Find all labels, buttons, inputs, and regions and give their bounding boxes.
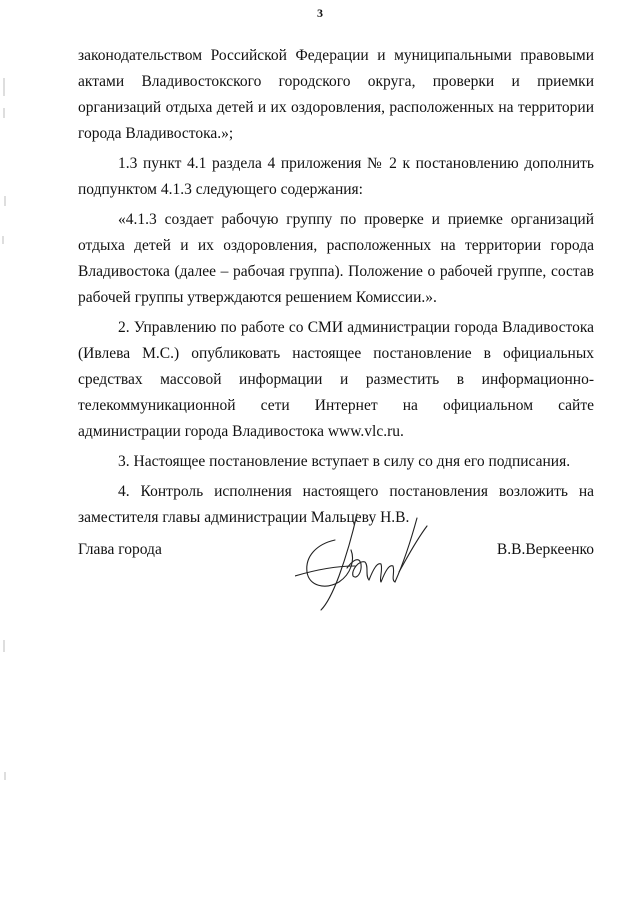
paragraph-4-1-3-quote: «4.1.3 создает рабочую группу по проверке и приемке организаций отдыха детей и их оздоровления, расположенных на территории города Владивостока (далее – рабочая группа). Положение о рабочей группе, состав рабочей группы утверждаются решением Комиссии.».: [78, 211, 594, 306]
paragraph-continuation: законодательством Российской Федерации и муниципальными правовыми актами Владивостокского городского округа, проверки и приемки организаций отдыха детей и их оздоровления, расположенных на территории города Владивостока.»;: [78, 47, 594, 142]
paragraph-2-media: 2. Управлению по работе со СМИ администрации города Владивостока (Ивлева М.С.) опубликовать настоящее постановление в официальных средствах массовой информации и разместить в информационно-телекоммуникационной сети Интернет на официальном сайте администрации города Владивостока www.vlc.ru.: [78, 319, 594, 440]
paragraph-3-effective: 3. Настоящее постановление вступает в силу со дня его подписания.: [118, 453, 571, 470]
signer-name: В.В.Веркеенко: [496, 541, 594, 558]
paragraph-1-3: 1.3 пункт 4.1 раздела 4 приложения № 2 к постановлению дополнить подпунктом 4.1.3 следующего содержания:: [78, 155, 594, 198]
signer-title: Глава города: [78, 541, 162, 558]
page-number: 3: [317, 6, 323, 20]
paragraph-4-control: 4. Контроль исполнения настоящего постановления возложить на заместителя главы администрации Мальцеву Н.В.: [78, 483, 594, 526]
